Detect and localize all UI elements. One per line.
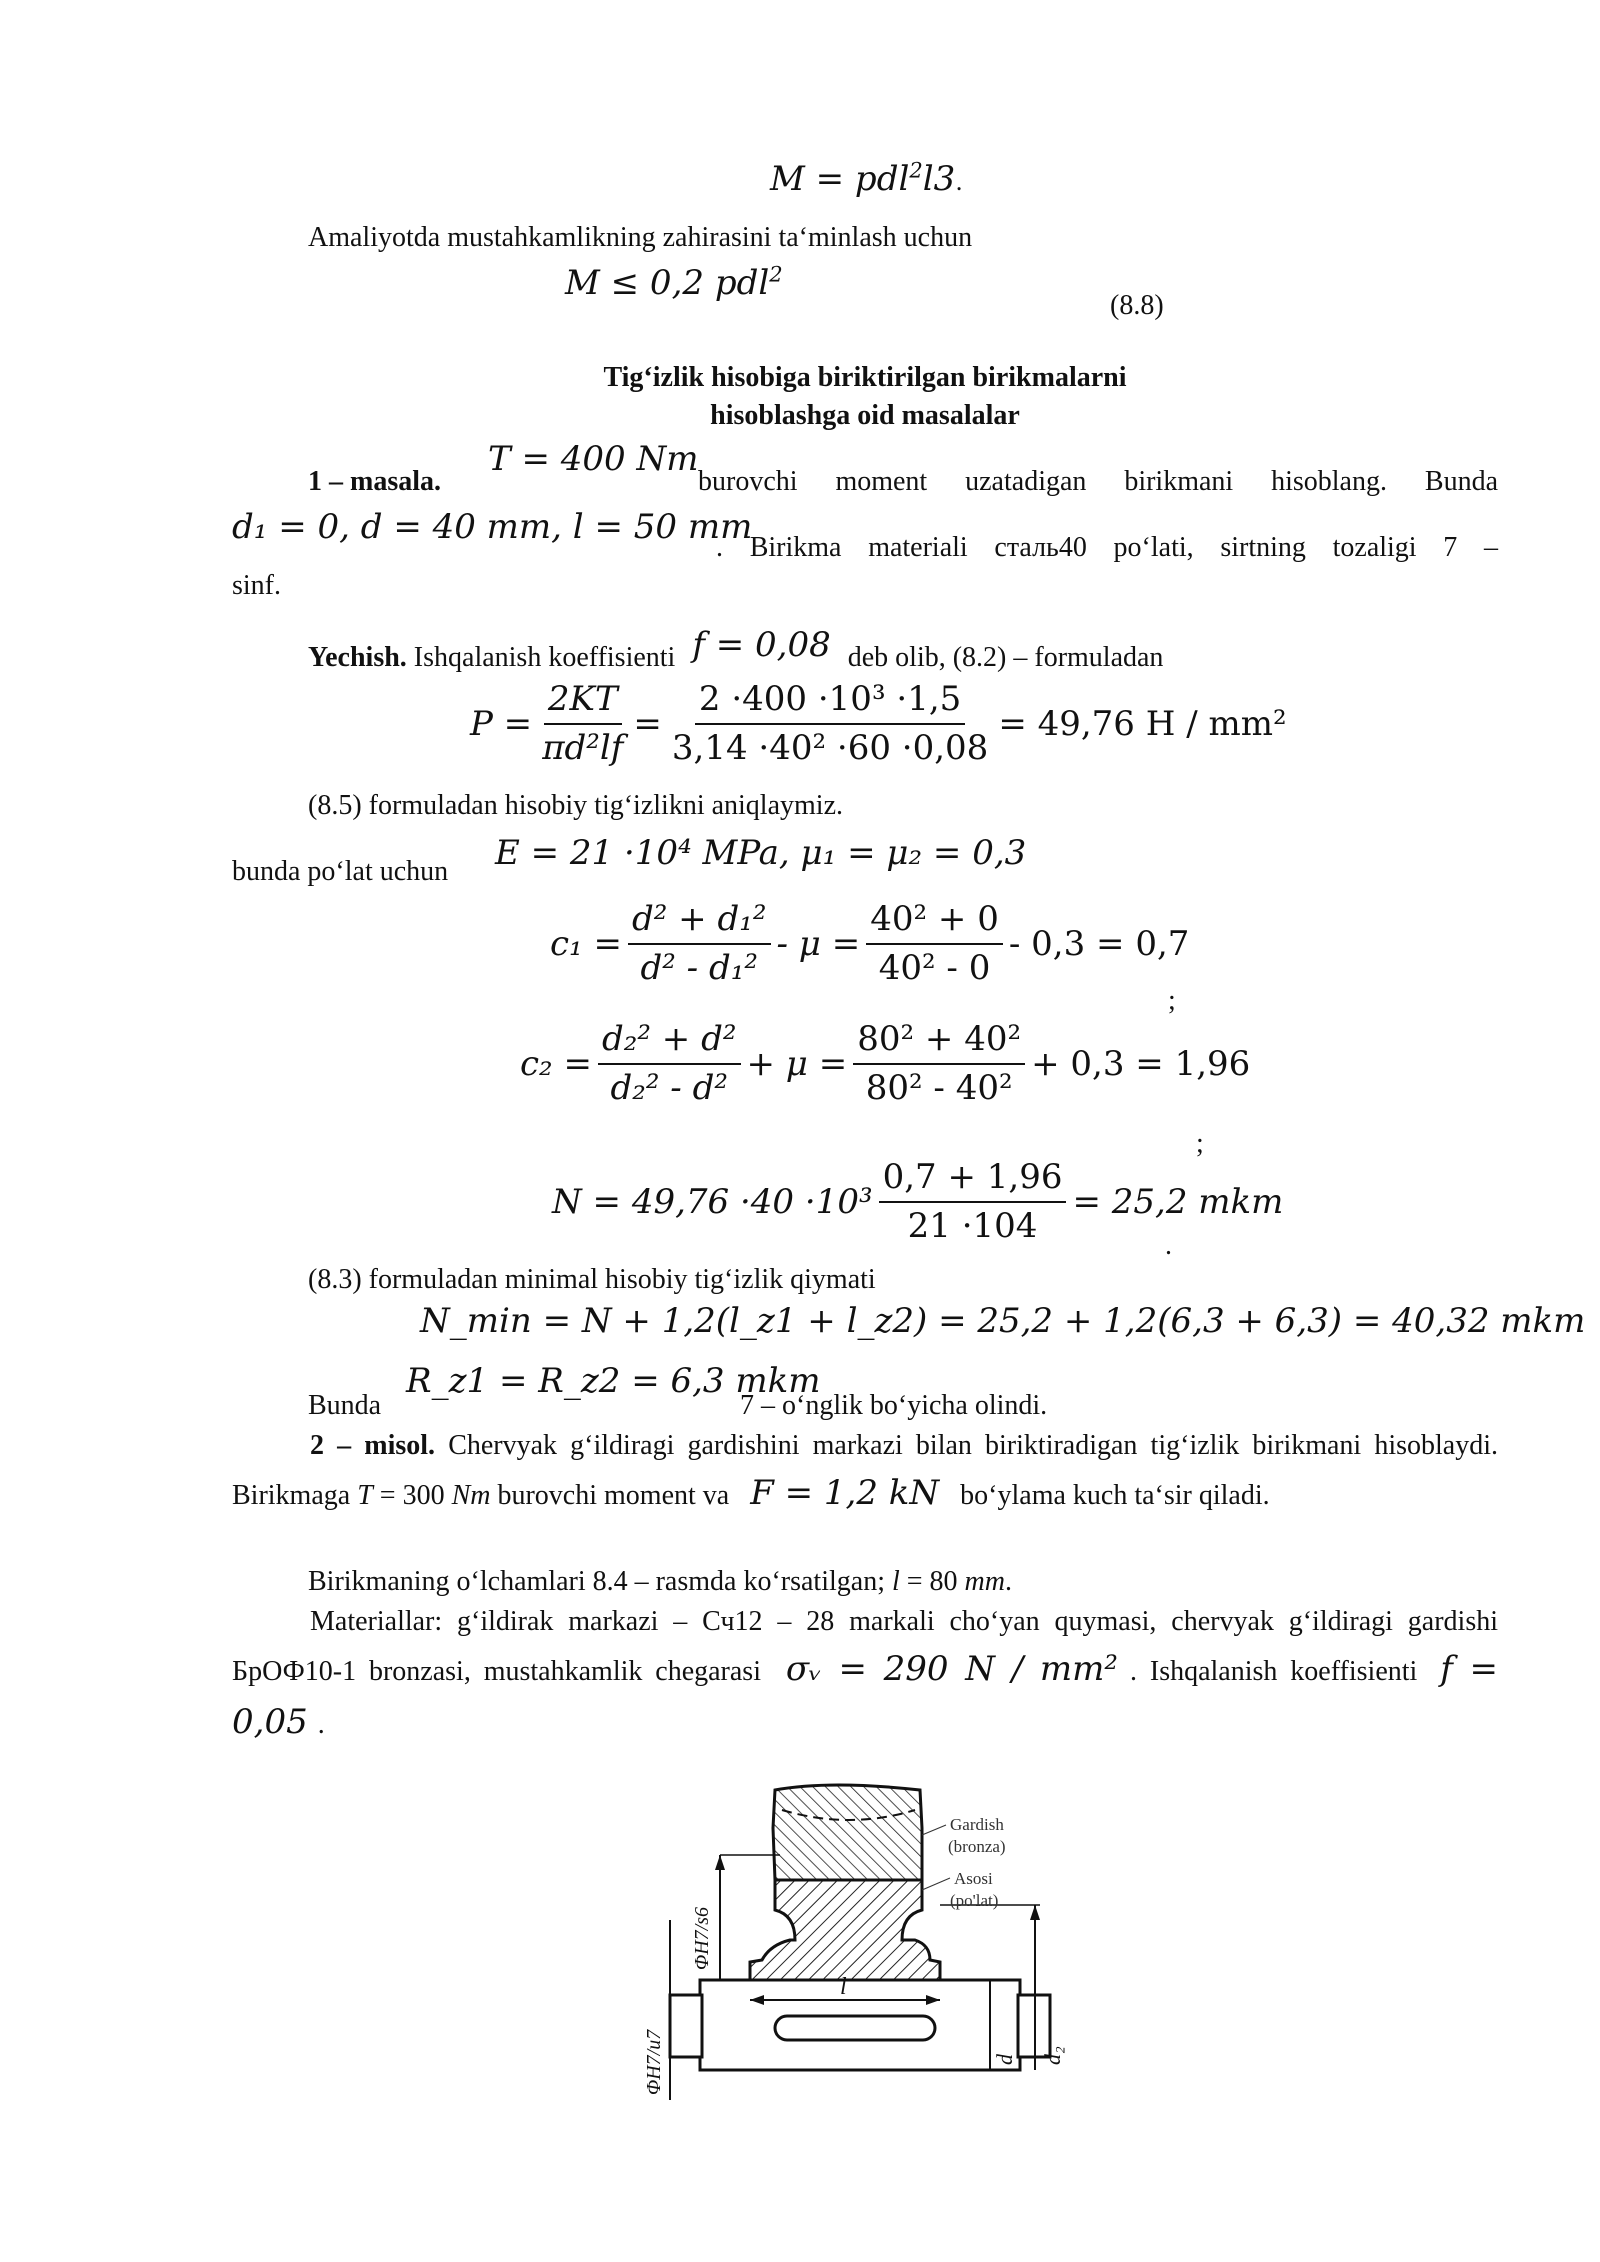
problem1-label: 1 – masala. xyxy=(308,466,441,497)
label-polat: (po'lat) xyxy=(950,1891,999,1910)
materials-sigma: σᵥ = 290 N / mm² xyxy=(785,1649,1118,1690)
formula-p: P = $\frac{2KT}{\text{πd²lf}}$ = $\frac{\text{2 ·400 ·10³ ·1,5}}{\text{3,14 ·40² ·60 ·0,08}}$ = 49,76 H / mm² xyxy=(470,679,1287,769)
formula-m-ineq: M ≤ 0,2 pdl$^2$ xyxy=(565,261,783,303)
formula-c1: c₁ = $\frac{\text{d² + d₁²}}{\text{d² - d₁²}}$ - μ = $\frac{\text{40² + 0}}{\text{40² - 0}}$ - 0,3 = 0,7 xyxy=(550,899,1190,989)
formula-c2: c₂ = $\frac{\text{d₂² + d²}}{\text{d₂² - d²}}$ + μ = $\frac{\text{80² + 40²}}{\text{80² - 40²}}$ + 0,3 = 1,96 xyxy=(520,1019,1251,1109)
label-fit-h7s6: ΦH7/s6 xyxy=(691,1906,713,1970)
problem1-dims: d₁ = 0, d = 40 mm, l = 50 mm xyxy=(232,507,753,547)
label-bronza: (bronza) xyxy=(948,1837,1006,1856)
asosi-hub xyxy=(750,1880,940,1980)
text-bunda-a: Bunda xyxy=(308,1390,382,1421)
equation-number: (8.8) xyxy=(1110,290,1164,321)
materials-paragraph: Materiallar: g‘ildirak markazi – Сч12 – 28 markali cho‘yan quymasi, chervyak g‘ildiragi gardishi БрОФ10-1 bronzasi, mustahkamlik chegarasi σᵥ = 290 N / mm² . Ishqalanish koeffisienti f = 0,05 . xyxy=(232,1606,1499,1743)
text-dims: Birikmaning o‘lchamlari 8.4 – rasmda ko‘rsatilgan; l = 80 mm. xyxy=(308,1566,1012,1597)
text-amaliyot: Amaliyotda mustahkamlikning zahirasini ta‘minlash uchun xyxy=(308,222,973,253)
formula-nmin: N_min = N + 1,2(l_z1 + l_z2) = 25,2 + 1,2(6,3 + 6,3) = 40,32 mkm xyxy=(420,1301,1586,1341)
formula-m-top: M = pdl$^2$l3. xyxy=(770,157,963,199)
problem1-text1: burovchi moment uzatadigan birikmani hisoblang. Bunda xyxy=(698,466,1498,497)
text-bunda-polat: bunda po‘lat uchun xyxy=(232,856,449,887)
gardish-rim xyxy=(773,1785,922,1880)
solution1-label: Yechish. xyxy=(308,642,407,673)
c1-semicolon: ; xyxy=(1168,985,1176,1016)
label-d: d xyxy=(992,2054,1017,2065)
c2-semicolon: ; xyxy=(1196,1128,1204,1159)
problem1-torque: T = 400 Nm xyxy=(488,439,699,479)
label-asosi: Asosi xyxy=(954,1869,993,1888)
n-dot: . xyxy=(1165,1230,1172,1261)
figure-worm-wheel xyxy=(640,1780,1100,2110)
keyway xyxy=(775,2016,935,2040)
label-l: l xyxy=(840,1974,847,2000)
problem2-force: F = 1,2 kN xyxy=(750,1473,940,1514)
text-bunda-b: 7 – o‘nglik bo‘yicha olindi. xyxy=(740,1390,1048,1421)
text-83: (8.3) formuladan minimal hisobiy tig‘izlik qiymati xyxy=(308,1264,876,1295)
label-d2: d₂ xyxy=(1040,2046,1065,2065)
formula-n: N = 49,76 ·40 ·10³ $\frac{0,7 + 1,96}{21 \cdot 104}$ = 25,2 mkm xyxy=(552,1157,1284,1247)
text-85: (8.5) formuladan hisobiy tig‘izlikni aniqlaymiz. xyxy=(308,790,843,821)
label-fit-h7u7: ΦH7/u7 xyxy=(643,2029,665,2095)
problem2-paragraph: 2 – misol. Chervyak g‘ildiragi gardishini markazi bilan biriktiradigan tig‘izlik birikmani hisoblaydi. Birikmaga T = 300 Nm burovchi moment va F = 1,2 kN bo‘ylama kuch ta‘sir qiladi. xyxy=(232,1430,1499,1514)
formula-rz: R_z1 = R_z2 = 6,3 mkm xyxy=(406,1361,821,1401)
solution1-line: Yechish. Ishqalanish koeffisienti f = 0,08 deb olib, (8.2) – formuladan xyxy=(308,625,1164,673)
label-gardish: Gardish xyxy=(950,1815,1004,1834)
problem1-text3: sinf. xyxy=(232,570,281,601)
problem2-label: 2 – misol. xyxy=(310,1430,436,1461)
formula-e: E = 21 ·10⁴ MPa, μ₁ = μ₂ = 0,3 xyxy=(495,833,1027,873)
section-title-line2: hisoblashga oid masalalar xyxy=(710,400,1020,431)
section-title-line1: Tig‘izlik hisobiga biriktirilgan birikmalarni xyxy=(603,362,1127,393)
solution1-f: f = 0,08 xyxy=(692,625,831,665)
problem1-text2: . Birikma materiali сталь40 po‘lati, sirtning tozaligi 7 – xyxy=(716,532,1498,563)
materials-f: f = 0,05 xyxy=(232,1649,1499,1743)
